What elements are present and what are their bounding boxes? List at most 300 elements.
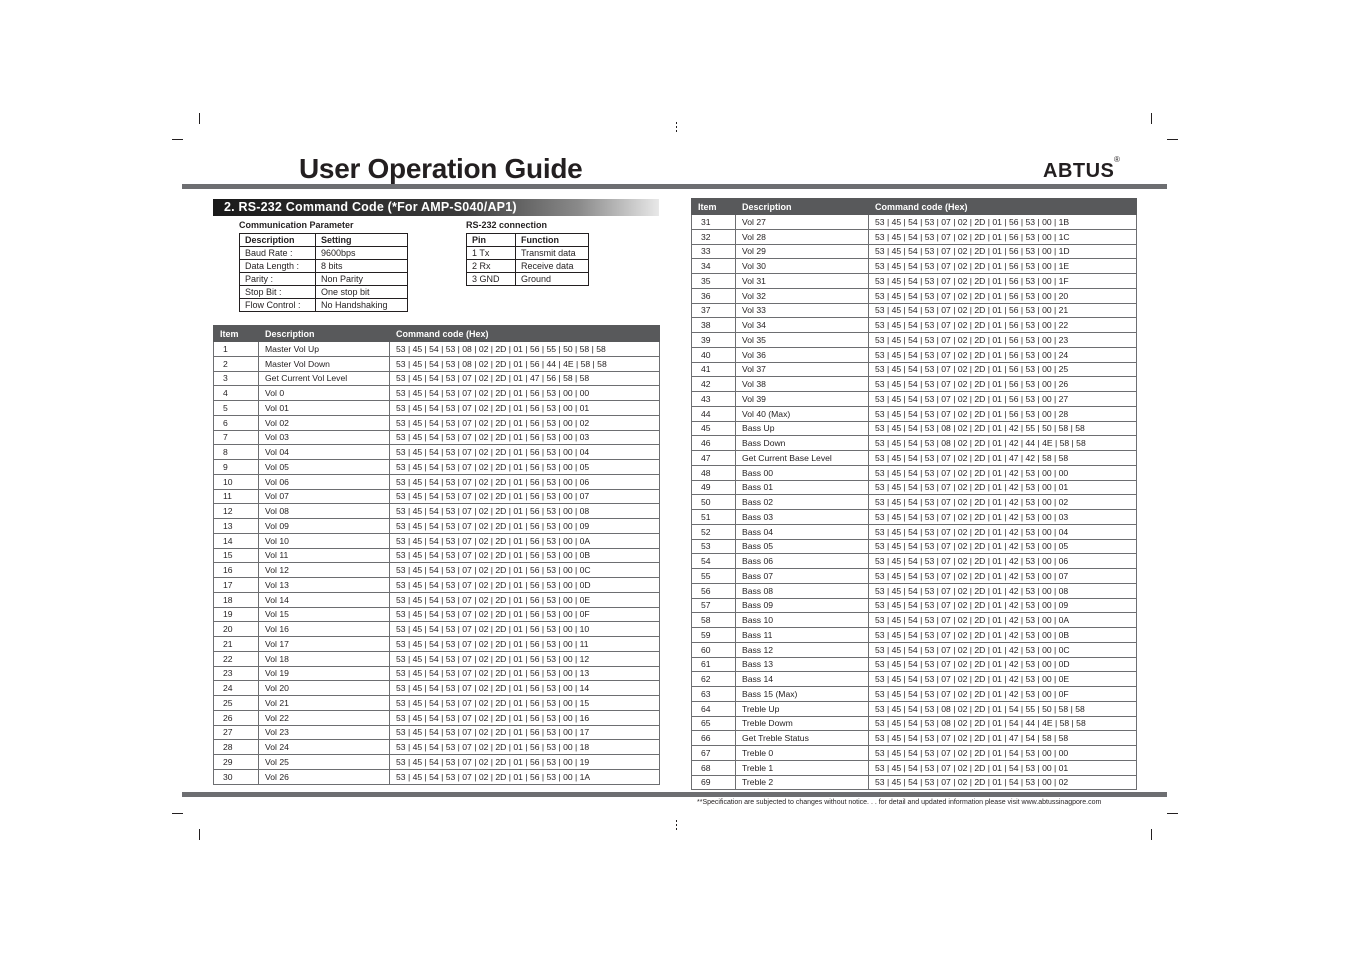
table-cell: 28 xyxy=(214,740,259,755)
table-cell: 30 xyxy=(214,769,259,784)
table-header-row xyxy=(240,234,408,247)
table-cell: 53 | 45 | 54 | 53 | 07 | 02 | 2D | 01 | 56 | 53 | 00 | 08 xyxy=(390,504,660,519)
table-cell: 53 | 45 | 54 | 53 | 07 | 02 | 2D | 01 | 56 | 53 | 00 | 0F xyxy=(390,607,660,622)
page-title: User Operation Guide xyxy=(299,153,583,184)
table-cell: Bass 04 xyxy=(736,524,869,539)
table-cell: 53 | 45 | 54 | 53 | 07 | 02 | 2D | 01 | 56 | 53 | 00 | 20 xyxy=(869,288,1137,303)
table-cell: 53 | 45 | 54 | 53 | 07 | 02 | 2D | 01 | 56 | 53 | 00 | 1E xyxy=(869,259,1137,274)
table-row xyxy=(214,519,660,534)
table-cell: Bass 07 xyxy=(736,569,869,584)
table-cell: 53 | 45 | 54 | 53 | 07 | 02 | 2D | 01 | 42 | 53 | 00 | 02 xyxy=(869,495,1137,510)
table-cell: 5 xyxy=(214,401,259,416)
table-cell: 53 | 45 | 54 | 53 | 07 | 02 | 2D | 01 | 42 | 53 | 00 | 0B xyxy=(869,628,1137,643)
table-cell: Ground xyxy=(516,273,589,286)
table-row xyxy=(214,696,660,711)
table-row xyxy=(692,746,1137,761)
column-header: Command code (Hex) xyxy=(869,199,1137,215)
table-cell: Transmit data xyxy=(516,247,589,260)
table-cell: Vol 23 xyxy=(259,725,390,740)
table-cell: Bass 08 xyxy=(736,583,869,598)
table-cell: 53 | 45 | 54 | 53 | 07 | 02 | 2D | 01 | 56 | 53 | 00 | 04 xyxy=(390,445,660,460)
table-cell: 23 xyxy=(214,666,259,681)
table-row xyxy=(692,288,1137,303)
crop-mark xyxy=(172,813,183,814)
table-cell: 53 | 45 | 54 | 53 | 07 | 02 | 2D | 01 | 42 | 53 | 00 | 0A xyxy=(869,613,1137,628)
table-cell: 53 | 45 | 54 | 53 | 07 | 02 | 2D | 01 | 56 | 53 | 00 | 07 xyxy=(390,489,660,504)
table-cell: 53 | 45 | 54 | 53 | 07 | 02 | 2D | 01 | 56 | 53 | 00 | 18 xyxy=(390,740,660,755)
table-cell: 37 xyxy=(692,303,736,318)
table-cell: 14 xyxy=(214,533,259,548)
table-cell: 53 | 45 | 54 | 53 | 07 | 02 | 2D | 01 | 42 | 53 | 00 | 0E xyxy=(869,672,1137,687)
table-cell: 53 | 45 | 54 | 53 | 07 | 02 | 2D | 01 | 56 | 53 | 00 | 00 xyxy=(390,386,660,401)
table-cell: 6 xyxy=(214,415,259,430)
table-cell: One stop bit xyxy=(316,286,408,299)
table-cell: Bass 09 xyxy=(736,598,869,613)
table-cell: Master Vol Up xyxy=(259,342,390,357)
table-row xyxy=(214,460,660,475)
table-row xyxy=(240,273,408,286)
table-row xyxy=(692,229,1137,244)
table-cell: 53 | 45 | 54 | 53 | 07 | 02 | 2D | 01 | 47 | 56 | 58 | 58 xyxy=(390,371,660,386)
table-cell: 9600bps xyxy=(316,247,408,260)
table-row xyxy=(692,215,1137,230)
table-cell: Baud Rate : xyxy=(240,247,316,260)
table-cell: 9 xyxy=(214,460,259,475)
table-cell: 40 xyxy=(692,347,736,362)
table-cell: 32 xyxy=(692,229,736,244)
table-cell: Bass 05 xyxy=(736,539,869,554)
table-row xyxy=(240,286,408,299)
table-cell: 53 | 45 | 54 | 53 | 07 | 02 | 2D | 01 | 42 | 53 | 00 | 03 xyxy=(869,510,1137,525)
column-header: Description xyxy=(736,199,869,215)
table-cell: 16 xyxy=(214,563,259,578)
table-cell: Vol 02 xyxy=(259,415,390,430)
table-cell: Vol 19 xyxy=(259,666,390,681)
table-cell: Vol 17 xyxy=(259,637,390,652)
table-cell: 53 | 45 | 54 | 53 | 07 | 02 | 2D | 01 | 56 | 53 | 00 | 13 xyxy=(390,666,660,681)
table-cell: Flow Control : xyxy=(240,299,316,312)
table-cell: 18 xyxy=(214,592,259,607)
table-row xyxy=(214,386,660,401)
footer-divider xyxy=(182,792,1167,797)
table-cell: 67 xyxy=(692,746,736,761)
table-cell: Vol 36 xyxy=(736,347,869,362)
crop-mark xyxy=(199,829,200,840)
table-cell: 53 | 45 | 54 | 53 | 07 | 02 | 2D | 01 | 56 | 53 | 00 | 26 xyxy=(869,377,1137,392)
table-cell: Vol 26 xyxy=(259,769,390,784)
column-header: Pin xyxy=(467,234,516,247)
table-header-row xyxy=(467,234,589,247)
table-cell: Receive data xyxy=(516,260,589,273)
table-row xyxy=(692,510,1137,525)
table-row xyxy=(214,474,660,489)
table-row xyxy=(214,607,660,622)
table-row xyxy=(692,377,1137,392)
table-cell: Vol 12 xyxy=(259,563,390,578)
table-cell: Vol 39 xyxy=(736,392,869,407)
table-cell: 2 xyxy=(214,356,259,371)
table-cell: Bass 14 xyxy=(736,672,869,687)
table-row xyxy=(214,592,660,607)
table-cell: Treble 2 xyxy=(736,775,869,790)
table-cell: 64 xyxy=(692,701,736,716)
table-cell: 53 | 45 | 54 | 53 | 07 | 02 | 2D | 01 | 56 | 53 | 00 | 0C xyxy=(390,563,660,578)
header-divider xyxy=(182,184,1167,189)
table-row xyxy=(692,613,1137,628)
crop-mark xyxy=(1151,113,1152,124)
table-row xyxy=(214,769,660,784)
table-cell: 50 xyxy=(692,495,736,510)
table-row xyxy=(692,583,1137,598)
table-cell: Vol 15 xyxy=(259,607,390,622)
column-header: Setting xyxy=(316,234,408,247)
table-cell: 53 | 45 | 54 | 53 | 07 | 02 | 2D | 01 | 56 | 53 | 00 | 24 xyxy=(869,347,1137,362)
table-cell: 53 | 45 | 54 | 53 | 07 | 02 | 2D | 01 | 56 | 53 | 00 | 01 xyxy=(390,401,660,416)
table-cell: Vol 01 xyxy=(259,401,390,416)
table-row xyxy=(214,740,660,755)
table-row xyxy=(214,548,660,563)
table-row xyxy=(692,392,1137,407)
table-cell: 1 Tx xyxy=(467,247,516,260)
table-row xyxy=(214,401,660,416)
table-row xyxy=(214,651,660,666)
column-header: Item xyxy=(692,199,736,215)
table-cell: 53 | 45 | 54 | 53 | 07 | 02 | 2D | 01 | 42 | 53 | 00 | 06 xyxy=(869,554,1137,569)
table-cell: Vol 20 xyxy=(259,681,390,696)
table-row xyxy=(692,495,1137,510)
table-cell: 41 xyxy=(692,362,736,377)
table-cell: 53 | 45 | 54 | 53 | 07 | 02 | 2D | 01 | 56 | 53 | 00 | 0A xyxy=(390,533,660,548)
table-cell: 53 | 45 | 54 | 53 | 07 | 02 | 2D | 01 | 56 | 53 | 00 | 16 xyxy=(390,710,660,725)
table-cell: Master Vol Down xyxy=(259,356,390,371)
table-cell: Bass 12 xyxy=(736,642,869,657)
table-cell: 68 xyxy=(692,760,736,775)
table-cell: Vol 03 xyxy=(259,430,390,445)
table-row xyxy=(214,710,660,725)
table-cell: 53 | 45 | 54 | 53 | 07 | 02 | 2D | 01 | 56 | 53 | 00 | 03 xyxy=(390,430,660,445)
table-cell: 53 | 45 | 54 | 53 | 07 | 02 | 2D | 01 | 56 | 53 | 00 | 1A xyxy=(390,769,660,784)
table-cell: 53 | 45 | 54 | 53 | 07 | 02 | 2D | 01 | 56 | 53 | 00 | 22 xyxy=(869,318,1137,333)
crop-mark xyxy=(172,139,183,140)
table-cell: 38 xyxy=(692,318,736,333)
table-cell: 53 | 45 | 54 | 53 | 07 | 02 | 2D | 01 | 47 | 42 | 58 | 58 xyxy=(869,451,1137,466)
column-header: Description xyxy=(240,234,316,247)
table-cell: 58 xyxy=(692,613,736,628)
table-cell: 53 | 45 | 54 | 53 | 07 | 02 | 2D | 01 | 56 | 53 | 00 | 11 xyxy=(390,637,660,652)
table-cell: 22 xyxy=(214,651,259,666)
table-cell: 12 xyxy=(214,504,259,519)
table-cell: 42 xyxy=(692,377,736,392)
table-cell: Vol 11 xyxy=(259,548,390,563)
table-row xyxy=(692,731,1137,746)
table-cell: 53 | 45 | 54 | 53 | 07 | 02 | 2D | 01 | 42 | 53 | 00 | 0F xyxy=(869,687,1137,702)
table-row xyxy=(240,247,408,260)
table-cell: 44 xyxy=(692,406,736,421)
table-cell: Vol 05 xyxy=(259,460,390,475)
table-cell: 53 | 45 | 54 | 53 | 07 | 02 | 2D | 01 | 56 | 53 | 00 | 1B xyxy=(869,215,1137,230)
table-row xyxy=(692,716,1137,731)
table-cell: 53 | 45 | 54 | 53 | 07 | 02 | 2D | 01 | 54 | 53 | 00 | 01 xyxy=(869,760,1137,775)
table-row xyxy=(467,260,589,273)
table-cell: Bass 00 xyxy=(736,465,869,480)
table-cell: Vol 16 xyxy=(259,622,390,637)
table-cell: 53 xyxy=(692,539,736,554)
table-cell: 15 xyxy=(214,548,259,563)
table-cell: 52 xyxy=(692,524,736,539)
table-cell: Treble 1 xyxy=(736,760,869,775)
table-header-row xyxy=(214,326,660,342)
table-cell: 49 xyxy=(692,480,736,495)
table-cell: 53 | 45 | 54 | 53 | 07 | 02 | 2D | 01 | 42 | 53 | 00 | 09 xyxy=(869,598,1137,613)
table-cell: Bass 01 xyxy=(736,480,869,495)
table-cell: 26 xyxy=(214,710,259,725)
table-row xyxy=(692,421,1137,436)
table-cell: 62 xyxy=(692,672,736,687)
column-header: Function xyxy=(516,234,589,247)
table-row xyxy=(692,657,1137,672)
table-row xyxy=(692,465,1137,480)
table-cell: 11 xyxy=(214,489,259,504)
table-cell: Vol 22 xyxy=(259,710,390,725)
table-cell: 69 xyxy=(692,775,736,790)
table-row xyxy=(692,436,1137,451)
logo-registered-mark: ® xyxy=(1114,155,1120,164)
table-row xyxy=(214,578,660,593)
table-row xyxy=(214,356,660,371)
comm-params-title: Communication Parameter xyxy=(239,220,354,230)
table-cell: Vol 14 xyxy=(259,592,390,607)
table-row xyxy=(214,681,660,696)
command-table-left xyxy=(213,325,660,785)
table-cell: Bass 15 (Max) xyxy=(736,687,869,702)
table-cell: 3 GND xyxy=(467,273,516,286)
table-cell: Bass Up xyxy=(736,421,869,436)
command-table-right xyxy=(691,198,1137,790)
table-cell: 53 | 45 | 54 | 53 | 07 | 02 | 2D | 01 | 54 | 53 | 00 | 00 xyxy=(869,746,1137,761)
table-cell: 4 xyxy=(214,386,259,401)
table-row xyxy=(214,666,660,681)
table-row xyxy=(214,622,660,637)
table-cell: 29 xyxy=(214,755,259,770)
table-cell: 36 xyxy=(692,288,736,303)
table-header-row xyxy=(692,199,1137,215)
table-row xyxy=(467,273,589,286)
table-row xyxy=(214,445,660,460)
table-cell: 53 | 45 | 54 | 53 | 08 | 02 | 2D | 01 | 42 | 44 | 4E | 58 | 58 xyxy=(869,436,1137,451)
table-cell: 61 xyxy=(692,657,736,672)
table-cell: 56 xyxy=(692,583,736,598)
table-cell: 53 | 45 | 54 | 53 | 07 | 02 | 2D | 01 | 42 | 53 | 00 | 01 xyxy=(869,480,1137,495)
table-cell: Treble Up xyxy=(736,701,869,716)
table-cell: 24 xyxy=(214,681,259,696)
table-cell: 21 xyxy=(214,637,259,652)
table-cell: 46 xyxy=(692,436,736,451)
table-cell: 25 xyxy=(214,696,259,711)
table-cell: Bass Down xyxy=(736,436,869,451)
table-cell: 66 xyxy=(692,731,736,746)
table-cell: Vol 27 xyxy=(736,215,869,230)
table-cell: 35 xyxy=(692,274,736,289)
logo-text: ABTUS xyxy=(1043,160,1115,182)
table-cell: 57 xyxy=(692,598,736,613)
table-cell: 53 | 45 | 54 | 53 | 07 | 02 | 2D | 01 | 56 | 53 | 00 | 1D xyxy=(869,244,1137,259)
table-cell: 53 | 45 | 54 | 53 | 07 | 02 | 2D | 01 | 42 | 53 | 00 | 00 xyxy=(869,465,1137,480)
table-row xyxy=(692,347,1137,362)
table-row xyxy=(692,628,1137,643)
table-cell: Vol 28 xyxy=(736,229,869,244)
table-row xyxy=(214,637,660,652)
table-cell: 20 xyxy=(214,622,259,637)
table-cell: 53 | 45 | 54 | 53 | 07 | 02 | 2D | 01 | 56 | 53 | 00 | 12 xyxy=(390,651,660,666)
table-cell: Vol 30 xyxy=(736,259,869,274)
table-row xyxy=(214,504,660,519)
table-cell: Get Current Base Level xyxy=(736,451,869,466)
table-cell: 53 | 45 | 54 | 53 | 07 | 02 | 2D | 01 | 56 | 53 | 00 | 05 xyxy=(390,460,660,475)
table-cell: 63 xyxy=(692,687,736,702)
table-cell: 53 | 45 | 54 | 53 | 07 | 02 | 2D | 01 | 42 | 53 | 00 | 0D xyxy=(869,657,1137,672)
table-row xyxy=(692,687,1137,702)
table-cell: Get Current Vol Level xyxy=(259,371,390,386)
table-row xyxy=(692,701,1137,716)
table-cell: 34 xyxy=(692,259,736,274)
table-cell: Vol 10 xyxy=(259,533,390,548)
table-row xyxy=(692,598,1137,613)
table-cell: Vol 40 (Max) xyxy=(736,406,869,421)
table-cell: Bass 13 xyxy=(736,657,869,672)
table-cell: Vol 29 xyxy=(736,244,869,259)
table-row xyxy=(214,725,660,740)
crop-mark xyxy=(1167,139,1178,140)
table-row xyxy=(214,489,660,504)
table-cell: Vol 04 xyxy=(259,445,390,460)
table-cell: 53 | 45 | 54 | 53 | 08 | 02 | 2D | 01 | 56 | 55 | 50 | 58 | 58 xyxy=(390,342,660,357)
table-cell: 1 xyxy=(214,342,259,357)
table-cell: Vol 07 xyxy=(259,489,390,504)
table-cell: Treble Dowm xyxy=(736,716,869,731)
table-cell: 53 | 45 | 54 | 53 | 07 | 02 | 2D | 01 | 54 | 53 | 00 | 02 xyxy=(869,775,1137,790)
table-cell: No Handshaking xyxy=(316,299,408,312)
table-cell: 53 | 45 | 54 | 53 | 07 | 02 | 2D | 01 | 56 | 53 | 00 | 19 xyxy=(390,755,660,770)
table-row xyxy=(214,755,660,770)
rs232-connection-title: RS-232 connection xyxy=(466,220,548,230)
table-cell: 53 | 45 | 54 | 53 | 07 | 02 | 2D | 01 | 56 | 53 | 00 | 10 xyxy=(390,622,660,637)
table-cell: 55 xyxy=(692,569,736,584)
table-cell: 53 | 45 | 54 | 53 | 08 | 02 | 2D | 01 | 42 | 55 | 50 | 58 | 58 xyxy=(869,421,1137,436)
table-row xyxy=(692,274,1137,289)
table-cell: 51 xyxy=(692,510,736,525)
table-row xyxy=(467,247,589,260)
table-cell: 31 xyxy=(692,215,736,230)
table-cell: Vol 13 xyxy=(259,578,390,593)
table-row xyxy=(692,554,1137,569)
table-cell: Vol 31 xyxy=(736,274,869,289)
table-cell: 53 | 45 | 54 | 53 | 07 | 02 | 2D | 01 | 56 | 53 | 00 | 15 xyxy=(390,696,660,711)
table-cell: 53 | 45 | 54 | 53 | 07 | 02 | 2D | 01 | 56 | 53 | 00 | 27 xyxy=(869,392,1137,407)
table-cell: 53 | 45 | 54 | 53 | 07 | 02 | 2D | 01 | 56 | 53 | 00 | 06 xyxy=(390,474,660,489)
table-cell: Data Length : xyxy=(240,260,316,273)
comm-params-table xyxy=(239,233,408,312)
table-cell: 53 | 45 | 54 | 53 | 07 | 02 | 2D | 01 | 47 | 54 | 58 | 58 xyxy=(869,731,1137,746)
table-cell: 53 | 45 | 54 | 53 | 07 | 02 | 2D | 01 | 42 | 53 | 00 | 0C xyxy=(869,642,1137,657)
table-cell: 33 xyxy=(692,244,736,259)
table-cell: 53 | 45 | 54 | 53 | 07 | 02 | 2D | 01 | 56 | 53 | 00 | 0B xyxy=(390,548,660,563)
column-header: Description xyxy=(259,326,390,342)
table-row xyxy=(692,775,1137,790)
table-cell: 65 xyxy=(692,716,736,731)
table-cell: Get Treble Status xyxy=(736,731,869,746)
table-cell: Vol 32 xyxy=(736,288,869,303)
crop-mark xyxy=(1167,813,1178,814)
table-cell: Vol 0 xyxy=(259,386,390,401)
table-cell: Bass 06 xyxy=(736,554,869,569)
table-cell: 53 | 45 | 54 | 53 | 08 | 02 | 2D | 01 | 54 | 44 | 4E | 58 | 58 xyxy=(869,716,1137,731)
table-cell: 43 xyxy=(692,392,736,407)
table-row xyxy=(692,760,1137,775)
table-row xyxy=(214,533,660,548)
table-cell: Stop Bit : xyxy=(240,286,316,299)
table-cell: 54 xyxy=(692,554,736,569)
table-row xyxy=(214,371,660,386)
table-row xyxy=(692,451,1137,466)
table-cell: 13 xyxy=(214,519,259,534)
table-cell: 53 | 45 | 54 | 53 | 07 | 02 | 2D | 01 | 56 | 53 | 00 | 17 xyxy=(390,725,660,740)
table-cell: 47 xyxy=(692,451,736,466)
table-row xyxy=(692,539,1137,554)
table-cell: 53 | 45 | 54 | 53 | 07 | 02 | 2D | 01 | 56 | 53 | 00 | 0D xyxy=(390,578,660,593)
crop-mark xyxy=(199,113,200,124)
table-cell: Treble 0 xyxy=(736,746,869,761)
table-cell: Parity : xyxy=(240,273,316,286)
table-cell: 3 xyxy=(214,371,259,386)
table-cell: 53 | 45 | 54 | 53 | 07 | 02 | 2D | 01 | 42 | 53 | 00 | 04 xyxy=(869,524,1137,539)
table-cell: Bass 10 xyxy=(736,613,869,628)
table-cell: 53 | 45 | 54 | 53 | 07 | 02 | 2D | 01 | 42 | 53 | 00 | 08 xyxy=(869,583,1137,598)
table-row xyxy=(692,333,1137,348)
table-cell: 53 | 45 | 54 | 53 | 07 | 02 | 2D | 01 | 56 | 53 | 00 | 1F xyxy=(869,274,1137,289)
table-cell: Vol 35 xyxy=(736,333,869,348)
table-cell: Vol 38 xyxy=(736,377,869,392)
table-cell: Vol 06 xyxy=(259,474,390,489)
table-row xyxy=(214,563,660,578)
table-row xyxy=(692,480,1137,495)
table-cell: 17 xyxy=(214,578,259,593)
table-row xyxy=(692,642,1137,657)
table-cell: 39 xyxy=(692,333,736,348)
table-cell: 59 xyxy=(692,628,736,643)
section-title: 2. RS-232 Command Code (*For AMP-S040/AP1) xyxy=(213,199,659,216)
table-cell: 10 xyxy=(214,474,259,489)
table-cell: 53 | 45 | 54 | 53 | 07 | 02 | 2D | 01 | 56 | 53 | 00 | 23 xyxy=(869,333,1137,348)
table-cell: Bass 11 xyxy=(736,628,869,643)
column-header: Command code (Hex) xyxy=(390,326,660,342)
table-row xyxy=(240,299,408,312)
table-row xyxy=(692,244,1137,259)
table-row xyxy=(692,362,1137,377)
table-cell: Vol 33 xyxy=(736,303,869,318)
table-cell: Non Parity xyxy=(316,273,408,286)
table-cell: 45 xyxy=(692,421,736,436)
table-cell: Vol 24 xyxy=(259,740,390,755)
crop-mark xyxy=(676,820,677,831)
table-cell: Vol 21 xyxy=(259,696,390,711)
table-cell: 27 xyxy=(214,725,259,740)
rs232-connection-table xyxy=(466,233,589,286)
table-cell: 8 xyxy=(214,445,259,460)
table-cell: 53 | 45 | 54 | 53 | 08 | 02 | 2D | 01 | 56 | 44 | 4E | 58 | 58 xyxy=(390,356,660,371)
table-row xyxy=(692,672,1137,687)
table-cell: 53 | 45 | 54 | 53 | 07 | 02 | 2D | 01 | 56 | 53 | 00 | 28 xyxy=(869,406,1137,421)
table-cell: 48 xyxy=(692,465,736,480)
